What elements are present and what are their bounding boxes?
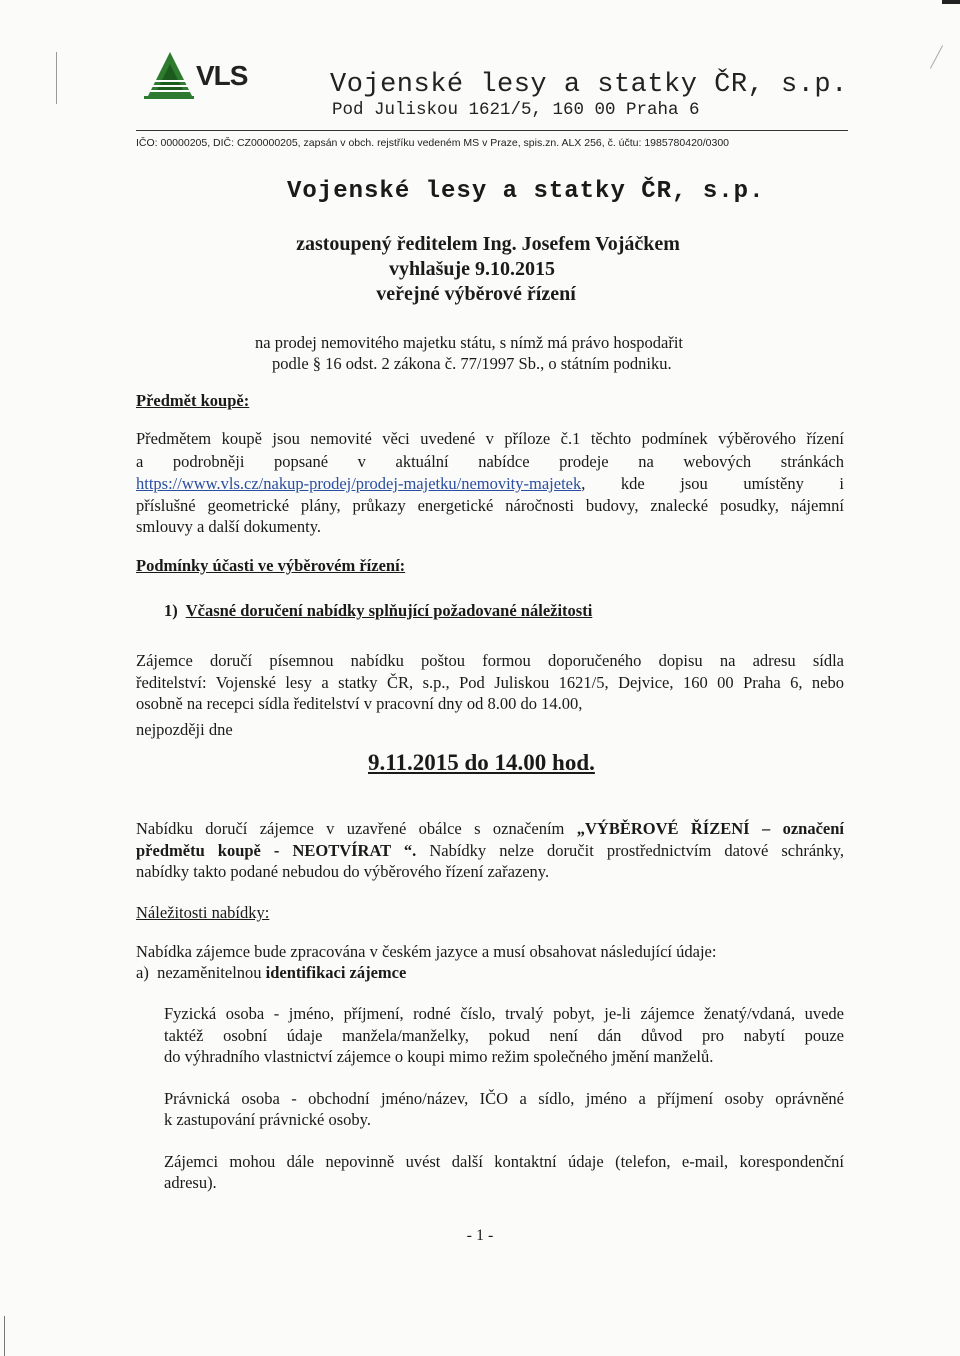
requirement-a [136, 963, 406, 983]
subject-text-fragment: , kde jsou umístěny i [581, 474, 844, 493]
scan-artifact [930, 45, 943, 68]
property-listing-link[interactable]: https://www.vls.cz/nakup-prodej/prodej-majetku/nemovity-majetek [136, 474, 582, 493]
delivery-text-line: ředitelství: Vojenské lesy a statky ČR, s.p., Pod Juliskou 1621/5, Dejvice, 160 00 Praha 6, nebo [136, 673, 844, 692]
page-number: - 1 - [466, 1227, 494, 1244]
envelope-marking: „VÝBĚROVÉ ŘÍZENÍ – označení [576, 819, 844, 838]
envelope-text: Nabídku doručí zájemce v uzavřené obálce s označením [136, 819, 577, 838]
delivery-text-line: osobně na recepci sídla ředitelství v pracovní dny od 8.00 do 14.00, [136, 694, 583, 713]
envelope-marking: předmětu koupě - NEOTVÍRAT “. [136, 841, 417, 860]
announcement-date: vyhlašuje 9.10.2015 [388, 258, 556, 280]
organization-title: Vojenské lesy a statky ČR, s.p. [287, 178, 765, 205]
condition-1-title: Včasné doručení nabídky splňující požadované náležitosti [185, 601, 593, 620]
requirement-a-prefix: a) nezaměnitelnou [136, 963, 266, 982]
requirements-heading: Náležitosti nabídky: [136, 903, 270, 922]
natural-person-line: Fyzická osoba - jméno, příjmení, rodné číslo, trvalý pobyt, je-li zájemce ženatý/vdaná, uvede [164, 1004, 844, 1023]
subject-text-line: smlouvy a další dokumenty. [136, 517, 321, 536]
subject-text-line: příslušné geometrické plány, průkazy energetické náročnosti budovy, znalecké posudky, nájemní [136, 496, 844, 515]
condition-1-heading [164, 601, 592, 621]
scan-artifact [56, 52, 57, 104]
logo-text: VLS [196, 60, 248, 91]
legal-person-line: k zastupování právnické osoby. [164, 1110, 371, 1129]
purpose-line: podle § 16 odst. 2 zákona č. 77/1997 Sb., o státním podniku. [272, 354, 672, 373]
envelope-text: Nabídky nelze doručit prostřednictvím datové schránky, [416, 841, 844, 860]
natural-person-line: do výhradního vlastnictví zájemce o koupi mimo režim společného jmění manželů. [164, 1047, 714, 1066]
subject-label: Předmět koupě: [136, 391, 250, 410]
conditions-heading: Podmínky účasti ve výběrovém řízení: [136, 556, 406, 575]
deadline-label: nejpozději dne [136, 720, 233, 739]
represented-by: zastoupený ředitelem Ing. Josefem Vojáčkem [296, 233, 680, 255]
tender-title: veřejné výběrové řízení [376, 283, 576, 305]
scan-artifact [942, 0, 960, 4]
envelope-text-line: nabídky takto podané nebudou do výběrového řízení zařazeny. [136, 862, 550, 881]
scan-artifact [4, 1316, 5, 1356]
subject-link-line [136, 473, 844, 495]
requirement-a-bold: identifikaci zájemce [265, 963, 407, 982]
company-address: Pod Juliskou 1621/5, 160 00 Praha 6 [332, 100, 700, 120]
subject-text-line: Předmětem koupě jsou nemovité věci uvedené v příloze č.1 těchto podmínek výběrového řízení [136, 429, 844, 448]
envelope-text-line [136, 840, 844, 862]
header-divider [136, 130, 848, 131]
optional-contact-line: Zájemci mohou dále nepovinně uvést další kontaktní údaje (telefon, e-mail, korespondenční [164, 1152, 844, 1171]
condition-1-number: 1) [164, 601, 178, 620]
purpose-line: na prodej nemovitého majetku státu, s nímž má právo hospodařit [255, 333, 683, 352]
deadline-date: 9.11.2015 do 14.00 hod. [368, 750, 595, 775]
requirements-intro: Nabídka zájemce bude zpracována v českém jazyce a musí obsahovat následující údaje: [136, 942, 717, 961]
company-name: Vojenské lesy a statky ČR, s.p. [330, 70, 848, 100]
delivery-text-line: Zájemce doručí písemnou nabídku poštou formou doporučeného dopisu na adresu sídla [136, 651, 844, 670]
envelope-text-line [136, 818, 844, 840]
subject-text-line: a podrobněji popsané v aktuální nabídce prodeje na webových stránkách [136, 452, 844, 471]
registry-info: IČO: 00000205, DIČ: CZ00000205, zapsán v obch. rejstříku vedeném MS v Praze, spis.zn. ALX 256, č. účtu: 1985780420/0300 [136, 137, 730, 149]
natural-person-line: taktéž osobní údaje manžela/manželky, pokud není dán důvod pro nabytí pouze [164, 1026, 844, 1045]
legal-person-line: Právnická osoba - obchodní jméno/název, IČO a sídlo, jméno a příjmení osoby oprávněné [164, 1089, 844, 1108]
optional-contact-line: adresu). [164, 1173, 217, 1192]
